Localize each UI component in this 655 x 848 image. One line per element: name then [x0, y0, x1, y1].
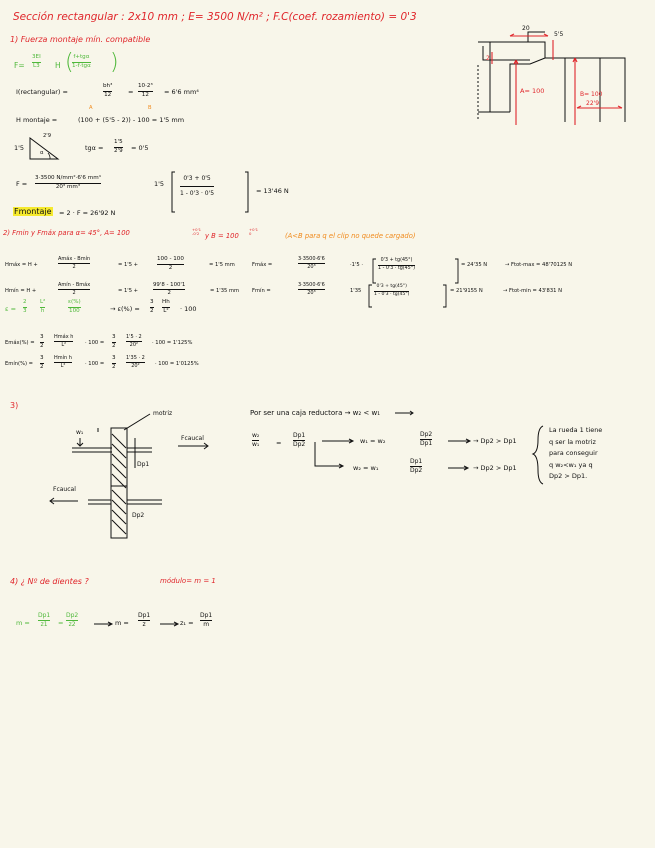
page-title: Sección rectangular : 2x10 mm ; E= 3500 N/m² ; F.C(coef. rozamiento) = 0'3: [13, 11, 417, 23]
m-frac1: [38, 613, 50, 628]
branch1-frac: [420, 432, 432, 447]
branch1-den: Dp1: [420, 440, 433, 447]
force-h: 1'5: [154, 180, 165, 188]
explain-line: para conseguir: [549, 449, 598, 457]
dp1-label: Dp1: [137, 461, 150, 468]
branch2-num: Dp1: [410, 458, 423, 465]
fmin-den: 20³: [307, 290, 316, 296]
eps-pct-frac1: [150, 300, 154, 314]
emin-num2: 1'35 · 2: [126, 355, 145, 361]
ratio-rhs-den: Dp2: [293, 441, 306, 448]
triangle-angle-label: α: [40, 150, 44, 156]
emax-num2: 1'5 · 2: [126, 334, 142, 340]
emin-den2: 20²: [131, 363, 140, 369]
force-num: 3·3500 N/mm²·6'6 mm⁴: [35, 175, 101, 181]
section2-heading: 2) Fmin y Fmáx para α= 45°, A= 100: [3, 229, 130, 237]
eps-label: ε =: [5, 305, 17, 313]
inertia-num: bh³: [103, 83, 113, 89]
m-equals: =: [58, 619, 64, 627]
z1-den: m: [203, 621, 210, 628]
force-br-den: 1 - 0'3 · 0'5: [180, 190, 215, 197]
fmontaje-value: = 2 · F = 26'92 N: [59, 209, 116, 217]
equals-sign: =: [128, 88, 134, 96]
emax-a2: 3: [112, 334, 116, 340]
hmax-frac2: [157, 257, 184, 271]
fmin-label: Fmín =: [252, 288, 271, 294]
inertia-den2: 12: [141, 91, 149, 98]
fmax-num: 3·3500·6'6: [298, 256, 325, 262]
ratio-equals: =: [276, 439, 282, 447]
hmin-mid: = 1'5 +: [118, 288, 139, 294]
emin-result: · 100 = 1'0125%: [155, 361, 199, 367]
b-dim-label: 22'9: [586, 100, 600, 107]
hmin-den2: 2: [167, 290, 171, 297]
eps-den: 100: [69, 307, 80, 314]
h-montaje-a-label: A: [89, 105, 93, 111]
fmax-h: ·1'5 ·: [350, 262, 363, 268]
m-num1: Dp1: [38, 612, 51, 619]
ftot-min: → Ftot-min = 43'831 N: [503, 288, 562, 294]
ratio-lhs: [252, 433, 259, 448]
emax-b2: 2: [112, 342, 116, 349]
explain-line: Dp2 > Dp1.: [549, 472, 588, 480]
hmax-frac-num: Amáx - Bmín: [58, 256, 91, 262]
hmax-den2: 2: [168, 264, 173, 271]
tan-num: 1'5: [114, 139, 123, 145]
fmax-label: Fmáx =: [252, 262, 273, 268]
fmax-br-num: 0'3 + tg(45°): [380, 258, 413, 263]
fcaucal-left-label: Fcaucal: [53, 486, 76, 493]
eps-b: 2: [23, 299, 27, 305]
fmax-result: = 24'35 N: [461, 262, 488, 268]
emax-a: 3: [40, 334, 44, 340]
m-frac3: [138, 613, 150, 628]
emin-frac-num: Hmín h: [54, 355, 72, 361]
formula-paren-open: (: [65, 50, 74, 75]
emax-frac-den: L²: [61, 342, 67, 348]
inertia-label: I(rectangular) =: [16, 88, 68, 96]
reducer-text: Por ser una caja reductora → w₂ < w₁: [250, 409, 381, 417]
dim-20-label: 20: [522, 25, 530, 32]
fmax-bracket-frac: [378, 259, 415, 272]
ratio-lhs-num: w₂: [252, 432, 260, 439]
branch1-result: → Dp2 > Dp1: [473, 437, 517, 445]
hmax-frac-den: 2: [72, 264, 76, 270]
eps-a: 3: [23, 307, 27, 314]
force-bracket-right: [245, 172, 248, 212]
triangle-top-label: 2'9: [43, 133, 52, 139]
emin-b: 2: [40, 363, 44, 370]
inertia-result: = 6'6 mm⁴: [164, 88, 199, 96]
branch2-frac: [410, 459, 422, 474]
emin-a2: 3: [112, 355, 116, 361]
section2-heading-b: y B = 100: [205, 232, 239, 240]
hmin-frac2: [153, 283, 185, 297]
section2-a-tolerance: +0'1 -0'2: [192, 227, 202, 237]
emin-mid: · 100 =: [85, 361, 105, 367]
eps-pct-den: L²: [163, 307, 169, 314]
hmin-frac-num: Amín - Bmáx: [58, 282, 91, 288]
emax-frac4: [126, 335, 142, 348]
a-label: A= 100: [520, 87, 545, 95]
explain-block: [549, 425, 602, 483]
fmin-bracket-left: [369, 285, 372, 307]
z1-num: Dp1: [200, 612, 213, 619]
force-bracket-frac: [180, 176, 214, 197]
hmin-result: = 1'35 mm: [210, 288, 240, 294]
eps-pct-tail: · 100: [180, 305, 197, 313]
ratio-lhs-den: w₁: [252, 441, 260, 448]
formula-lhs: F=: [14, 61, 25, 70]
eps-frac2: [40, 300, 45, 314]
emax-b: 2: [40, 342, 44, 349]
emax-mid: · 100 =: [85, 340, 105, 346]
ratio-rhs: [293, 433, 305, 448]
fmin-bracket-frac: [374, 285, 409, 297]
section2-note: (A<B para q el clip no quede cargado): [285, 232, 416, 240]
formula-h: H: [55, 61, 61, 70]
inertia-num2: 10·2³: [138, 83, 153, 89]
eps-frac3: [68, 300, 81, 314]
eps-c: L²: [40, 299, 46, 305]
motriz-label: motriz: [153, 410, 173, 417]
m-den2: z2: [68, 621, 76, 628]
tan-expr: tgα =: [85, 144, 104, 152]
dim-55-label: 5'5: [554, 31, 564, 38]
hmax-num2: 100 - 100: [157, 256, 184, 262]
modulo-text: módulo= m = 1: [160, 577, 216, 585]
emax-frac3: [112, 335, 116, 349]
eps-pct-frac2: [162, 300, 170, 314]
fmax-frac: [298, 257, 325, 270]
formula-frac-num: 3EI: [32, 54, 41, 60]
fmin-bracket-right: [443, 285, 446, 307]
emax-den2: 20²: [129, 342, 139, 348]
emax-frac-num: Hmáx h: [54, 334, 74, 340]
hmin-frac: [58, 283, 90, 296]
fcaucal-right-label: Fcaucal: [181, 435, 204, 442]
formula-paren-num: f+tgα: [73, 54, 90, 60]
dp2-label: Dp2: [132, 512, 145, 519]
branch1-num: Dp2: [420, 431, 433, 438]
eps-frac1: [23, 300, 27, 314]
m-label: m =: [16, 619, 30, 627]
emax-frac2: [54, 335, 73, 348]
emin-frac4: [126, 356, 145, 369]
inertia-den: 12: [104, 91, 112, 98]
dim-2-label: 2: [486, 55, 490, 62]
h-montaje-label: H montaje =: [16, 116, 58, 124]
force-bracket-left: [172, 172, 175, 212]
hmax-result: = 1'5 mm: [209, 262, 235, 268]
m-den1: z1: [40, 621, 48, 628]
triangle-angle-arc: [48, 153, 50, 159]
eps-pct-num: Hh: [162, 299, 170, 305]
emin-b2: 2: [112, 363, 116, 370]
section3-heading: 3): [10, 401, 19, 410]
force-result: = 13'46 N: [256, 187, 289, 195]
fmontaje-label: [13, 208, 53, 216]
section4-heading: 4) ¿ Nº de dientes ?: [10, 577, 89, 586]
hmin-frac-den: 2: [72, 290, 76, 296]
fmax-bracket-left: [373, 259, 376, 283]
fmin-br-den: 1 - 0'3 · tg(45°): [374, 291, 410, 297]
branch2-den: Dp2: [410, 467, 423, 474]
hmax-frac: [58, 257, 90, 270]
emin-frac1: [40, 356, 44, 370]
eps-num: ε(%): [68, 299, 81, 305]
z1-frac: [200, 613, 212, 628]
eps-d: h: [40, 307, 45, 314]
formula-paren-den: 1-f·tgα: [72, 62, 91, 69]
emin-frac2: [54, 356, 72, 369]
ratio-rhs-num: Dp1: [293, 432, 306, 439]
h-montaje-value: (100 + (5'5 - 2)) - 100 = 1'5 mm: [78, 116, 185, 124]
formula-frac-den: L3: [33, 62, 40, 69]
branch2-text: w₂ = w₁: [353, 464, 379, 472]
hmin-num2: 99'8 - 100'1: [153, 282, 186, 288]
emax-frac1: [40, 335, 44, 349]
fmin-frac: [298, 283, 325, 296]
force-lhs: F =: [16, 180, 28, 188]
emin-a: 3: [40, 355, 44, 361]
fmontaje-highlight: Fmontaje: [14, 207, 52, 216]
fmax-br-den: 1 - 0'3 · tg(45°): [378, 265, 416, 271]
explain-line: La rueda 1 tiene: [549, 426, 603, 434]
eps-pct-b: 2: [150, 307, 154, 314]
hmin-label: Hmín = H +: [5, 288, 37, 294]
fmin-h: 1'35: [350, 288, 362, 294]
triangle-shape: [30, 138, 58, 159]
emin-frac3: [112, 356, 116, 370]
tan-result: = 0'5: [131, 144, 149, 152]
branch2-result: → Dp2 > Dp1: [473, 464, 517, 472]
w1-label: w₁: [76, 429, 84, 436]
emax-result: · 100 = 1'125%: [152, 340, 193, 346]
fmin-result: = 21'9155 N: [450, 288, 483, 294]
emin-label: Emín(%) =: [5, 361, 34, 367]
emax-label: Emáx(%) =: [5, 340, 35, 346]
clip-dimensions: [492, 31, 622, 125]
force-frac: [35, 176, 101, 190]
z1-expr: z₁ =: [180, 619, 194, 627]
explain-line: q w₂<w₁ ya q: [549, 460, 593, 469]
ftot-max: → Ftot-max = 48'70125 N: [505, 262, 573, 268]
hmax-label: Hmáx = H +: [5, 262, 38, 268]
tan-frac: [114, 140, 123, 154]
fmax-den: 20³: [307, 264, 316, 270]
m-den3: z: [142, 621, 146, 628]
tan-den: 2'9: [114, 147, 123, 154]
section2-b-tolerance: +0'1 0: [249, 227, 259, 237]
branch1-text: w₁ = w₂: [360, 437, 386, 445]
fmin-num: 3·3500·6'6: [298, 282, 325, 288]
force-den: 20³ mm³: [55, 183, 81, 190]
h-montaje-b-label: B: [148, 105, 152, 111]
b-label: B= 100: [580, 91, 603, 98]
m-frac2: [66, 613, 78, 628]
formula-paren-close: ): [110, 50, 119, 75]
m-arrow-expr: m =: [115, 619, 129, 627]
m-num2: Dp2: [66, 612, 79, 619]
section1-heading: 1) Fuerza montaje mín. compatible: [10, 35, 151, 44]
fmin-br-num: 0'3 + tg(45°): [376, 284, 407, 289]
gear-diagram: [50, 414, 208, 538]
eps-pct-expr: → ε(%) =: [110, 305, 140, 313]
force-br-num: 0'3 + 0'5: [183, 175, 211, 182]
hmax-mid: = 1'5 +: [118, 262, 139, 268]
fmax-bracket-right: [455, 259, 458, 283]
emin-frac-den: L²: [60, 363, 66, 369]
explain-line: q ser la motriz: [549, 437, 596, 446]
triangle-side-label: 1'5: [14, 144, 25, 152]
eps-pct-a: 3: [150, 299, 154, 305]
m-num3: Dp1: [138, 612, 151, 619]
